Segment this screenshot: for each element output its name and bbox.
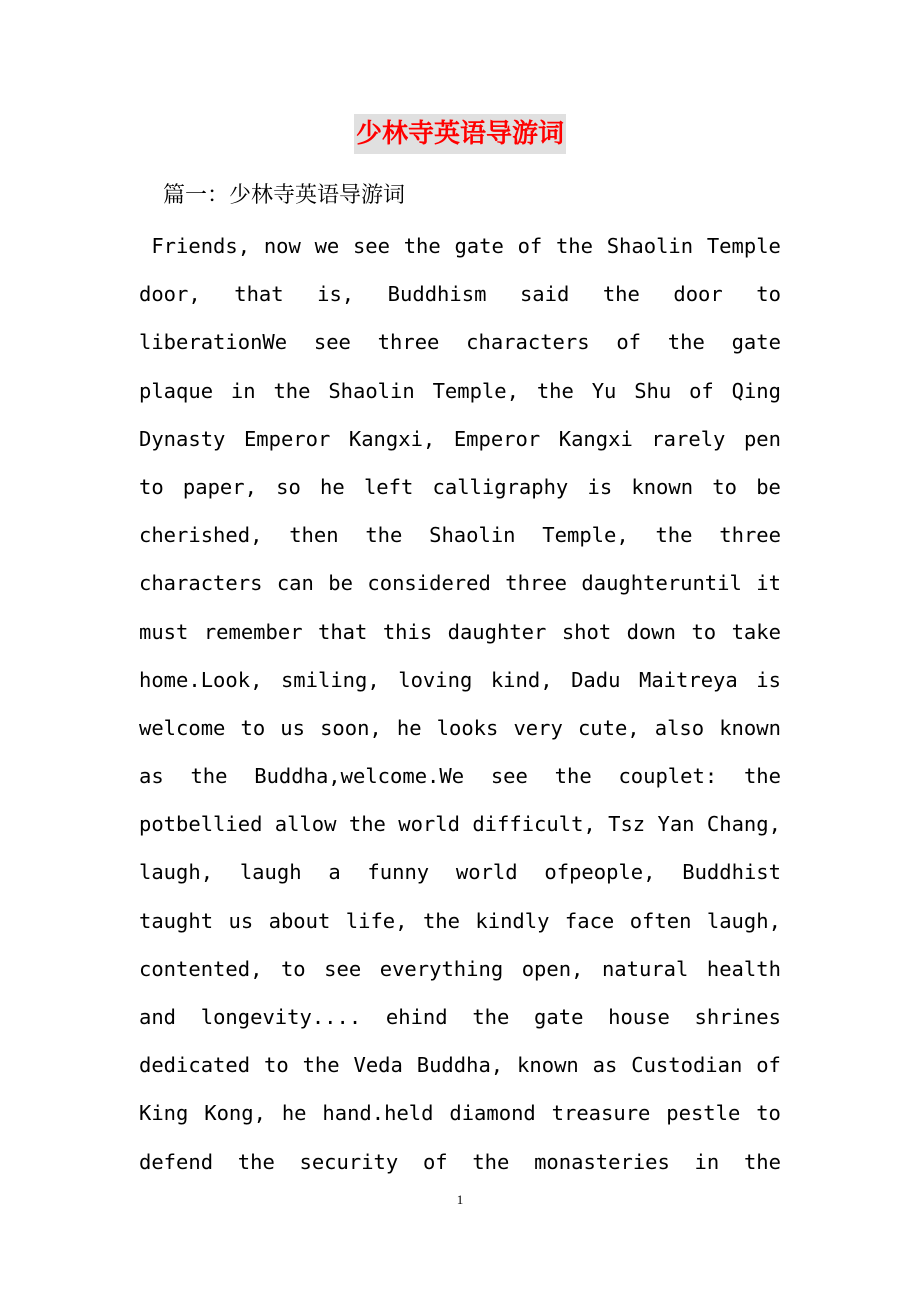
word: take <box>731 619 781 644</box>
word: kind, <box>490 667 553 692</box>
word: smiling, <box>280 667 380 692</box>
word: characters <box>139 571 263 596</box>
word: in <box>694 1149 720 1174</box>
word: is, <box>317 282 355 307</box>
word: Chang, <box>706 812 781 837</box>
word: treasure <box>551 1101 651 1126</box>
word: door <box>673 282 723 307</box>
word: pestle <box>666 1101 741 1126</box>
word: to <box>263 1053 289 1078</box>
word: that <box>318 619 368 644</box>
word: can <box>276 571 314 596</box>
word: Buddha,welcome.We <box>254 764 465 789</box>
word: often <box>629 908 692 933</box>
word: the <box>403 234 441 258</box>
word: the <box>348 812 386 837</box>
word: of <box>689 378 714 403</box>
word: Custodian <box>631 1053 743 1078</box>
word: door, <box>139 282 201 307</box>
text-line <box>139 945 781 993</box>
word: so <box>276 474 301 499</box>
text-line <box>139 1138 781 1186</box>
text-line <box>139 1041 781 1089</box>
word: the <box>743 764 781 789</box>
word: Kong, <box>204 1101 266 1126</box>
word: looks <box>436 715 499 740</box>
word: welcome <box>139 715 226 740</box>
text-line <box>139 993 781 1041</box>
word: Yu <box>591 378 617 403</box>
word: Kangxi, <box>348 426 436 451</box>
word: the <box>302 1053 340 1078</box>
word: defend <box>139 1149 214 1174</box>
word: see <box>490 764 528 789</box>
word: it <box>756 571 781 596</box>
word: allow <box>274 812 337 837</box>
text-line <box>139 656 781 704</box>
text-line <box>139 511 781 559</box>
word: Qing <box>731 378 781 403</box>
word: couplet: <box>618 764 718 789</box>
word: down <box>626 619 676 644</box>
word: the <box>190 764 228 789</box>
word: loving <box>398 667 473 692</box>
word: us <box>280 715 305 740</box>
word: to <box>756 282 781 307</box>
word: paper, <box>182 474 257 499</box>
word: laugh, <box>706 908 781 933</box>
word: world <box>398 812 460 837</box>
word: to <box>280 956 306 981</box>
word: to <box>756 1101 781 1126</box>
word: world <box>455 860 518 885</box>
word: of <box>422 1149 448 1174</box>
word: also <box>654 715 705 740</box>
word: the <box>602 282 640 307</box>
word: is <box>587 474 613 499</box>
word: be <box>328 571 353 596</box>
word: remember <box>203 619 303 644</box>
word: Kangxi <box>558 426 633 451</box>
word: longevity.... <box>200 1005 362 1029</box>
word: very <box>513 715 563 740</box>
word: known <box>517 1053 579 1078</box>
word: Buddha, <box>416 1053 504 1078</box>
word: difficult, <box>472 812 596 837</box>
word: home.Look, <box>139 667 263 692</box>
word: life, <box>345 908 408 933</box>
word: the <box>422 908 460 933</box>
word: a <box>328 860 341 885</box>
word: liberationWe <box>139 330 288 355</box>
word: the <box>667 330 705 355</box>
word: open, <box>521 956 584 981</box>
word: he <box>320 474 345 499</box>
word: gate <box>731 330 781 355</box>
word: known <box>719 715 781 740</box>
word: house <box>608 1005 670 1029</box>
word: see <box>313 330 351 355</box>
word: the <box>655 523 693 548</box>
word: the <box>743 1149 781 1174</box>
word: shrines <box>694 1005 781 1029</box>
word: gate <box>534 1005 584 1029</box>
word: of <box>616 330 642 355</box>
word: cute, <box>577 715 640 740</box>
text-line <box>139 367 781 415</box>
text-line <box>139 800 781 848</box>
word: be <box>756 474 781 499</box>
text-line <box>139 463 781 511</box>
word: shot <box>561 619 612 644</box>
text-line <box>139 415 781 463</box>
word: the <box>536 378 574 403</box>
word: plaque <box>139 378 214 403</box>
title-container <box>0 114 920 154</box>
word: Temple <box>706 234 781 258</box>
word: kindly <box>475 908 550 933</box>
word: gate <box>454 234 504 258</box>
word: Shaolin <box>328 378 415 403</box>
text-line <box>139 1089 781 1137</box>
word: must <box>139 619 189 644</box>
word: to <box>691 619 717 644</box>
word: calligraphy <box>432 474 569 499</box>
word: ofpeople, <box>544 860 656 885</box>
word: dedicated <box>139 1053 251 1078</box>
word: potbellied <box>139 812 263 837</box>
word: considered <box>367 571 491 596</box>
word: funny <box>367 860 430 885</box>
word: the <box>472 1005 510 1029</box>
word: of <box>756 1053 781 1078</box>
word: Emperor <box>453 426 541 451</box>
word: Temple, <box>542 523 629 548</box>
word: Buddhism <box>387 282 487 307</box>
word: the <box>554 764 592 789</box>
word: taught <box>139 908 214 933</box>
word: characters <box>466 330 590 355</box>
word: the <box>555 234 593 258</box>
word: monasteries <box>534 1149 670 1174</box>
word: then <box>289 523 339 548</box>
word: to <box>712 474 737 499</box>
section-heading: 篇一：少林寺英语导游词 <box>163 183 406 208</box>
word: as <box>592 1053 618 1078</box>
text-line <box>139 559 781 607</box>
word: Yan <box>657 812 695 837</box>
word: three <box>377 330 440 355</box>
word: contented, <box>139 956 263 981</box>
word: Dynasty <box>139 426 226 451</box>
word: Emperor <box>243 426 331 451</box>
word: that <box>234 282 284 307</box>
word: Friends, <box>139 234 251 258</box>
word: rarely <box>651 426 726 451</box>
word: see <box>324 956 362 981</box>
word: everything <box>379 956 504 981</box>
text-line <box>139 897 781 945</box>
word: daughter <box>447 619 547 644</box>
word: see <box>352 234 390 258</box>
text-line <box>139 752 781 800</box>
word: Shaolin <box>429 523 516 548</box>
word: Tsz <box>608 812 646 837</box>
word: now <box>263 234 301 258</box>
word: laugh, <box>139 860 214 885</box>
word: face <box>564 908 615 933</box>
word: is <box>756 667 781 692</box>
word: of <box>517 234 543 258</box>
word: daughteruntil <box>581 571 742 596</box>
text-line <box>139 318 781 366</box>
word: the <box>472 1149 510 1174</box>
word: health <box>706 956 781 981</box>
word: as <box>139 764 164 789</box>
word: Shaolin <box>606 234 694 258</box>
word: Buddhist <box>682 860 781 885</box>
word: us <box>228 908 254 933</box>
word: to <box>240 715 266 740</box>
word: pen <box>743 426 781 451</box>
word: cherished, <box>139 523 263 548</box>
word: security <box>299 1149 399 1174</box>
word: soon, <box>320 715 382 740</box>
word: three <box>719 523 781 548</box>
text-line <box>139 270 781 318</box>
word: the <box>273 378 311 403</box>
word: Temple, <box>432 378 519 403</box>
word: Veda <box>353 1053 403 1078</box>
word: Maitreya <box>638 667 738 692</box>
word: we <box>314 234 340 258</box>
word: in <box>230 378 256 403</box>
page-number: 1 <box>456 1192 464 1207</box>
word: Shu <box>634 378 672 403</box>
word: he <box>281 1101 307 1126</box>
word: the <box>237 1149 275 1174</box>
text-line <box>139 848 781 896</box>
word: Dadu <box>571 667 621 692</box>
word: to <box>139 474 164 499</box>
word: natural <box>601 956 689 981</box>
word: and <box>139 1005 177 1029</box>
word: three <box>505 571 567 596</box>
word: King <box>139 1101 189 1126</box>
word: left <box>363 474 414 499</box>
word: about <box>268 908 331 933</box>
word: known <box>631 474 694 499</box>
word: he <box>396 715 422 740</box>
document-title: 少林寺英语导游词 <box>354 114 566 154</box>
word: said <box>519 282 570 307</box>
word: the <box>365 523 403 548</box>
word: laugh <box>239 860 302 885</box>
text-line <box>139 704 781 752</box>
body-text <box>139 222 781 1186</box>
text-line <box>139 608 781 656</box>
word: this <box>382 619 433 644</box>
word: diamond <box>449 1101 536 1126</box>
word: hand.held <box>322 1101 434 1126</box>
word: ehind <box>385 1005 448 1029</box>
text-line <box>139 222 781 270</box>
